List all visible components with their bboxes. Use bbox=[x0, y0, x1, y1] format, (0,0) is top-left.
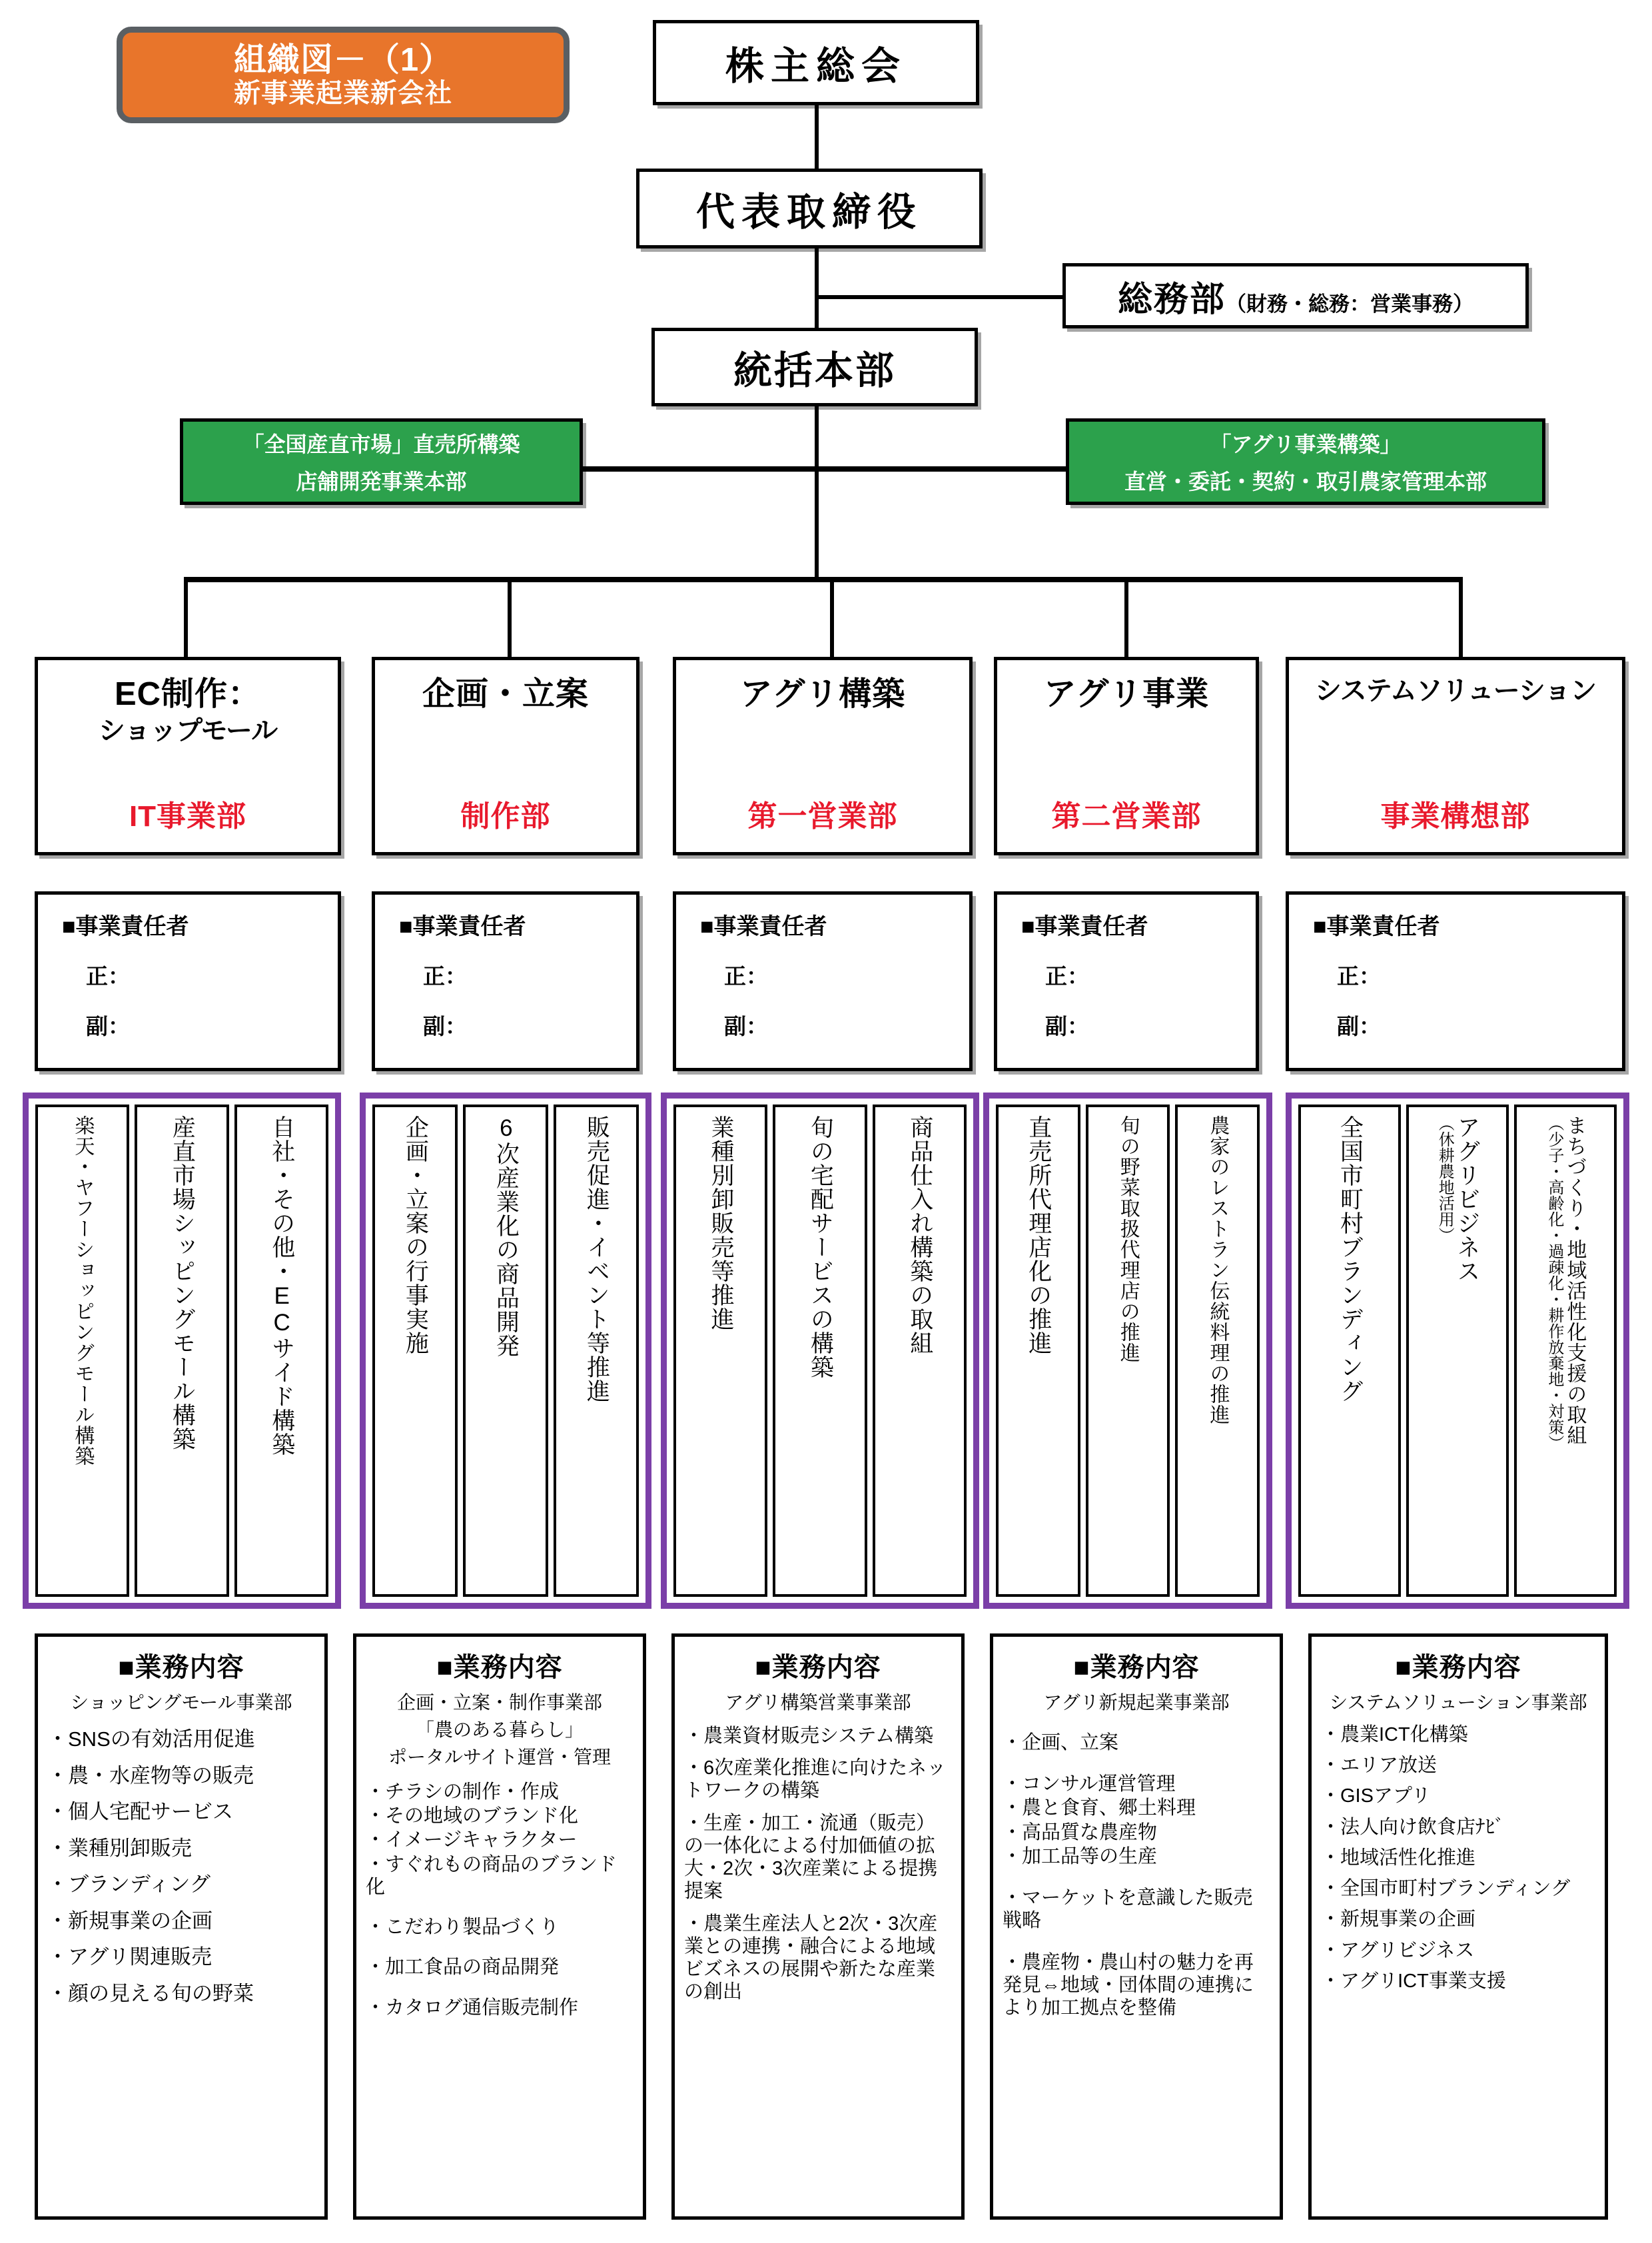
content-box-3-title: ■業務内容 bbox=[755, 1653, 881, 1682]
node-agri-business-hq bbox=[1066, 418, 1545, 505]
content-box-2-item-1: ・チラシの制作・作成 bbox=[366, 1781, 560, 1803]
vertical-cell-3-2[interactable] bbox=[773, 1105, 867, 1597]
content-box-2-item-5: ・こだわり製品づくり bbox=[366, 1917, 560, 1939]
content-box-1-item-5: ・ブランディング bbox=[47, 1873, 210, 1897]
vertical-cell-2-1-label: 販売促進・イベント等推進 bbox=[584, 1115, 610, 1403]
content-box-1-title: ■業務内容 bbox=[118, 1653, 244, 1682]
content-box-2-item-4: ・すぐれもの商品のブランド化 bbox=[366, 1853, 618, 1898]
content-box-5-item-5: ・地域活性化推進 bbox=[1321, 1847, 1476, 1869]
responsible-box-3 bbox=[673, 891, 973, 1071]
responsible-box-2 bbox=[372, 891, 639, 1071]
vertical-cell-1-3-label: 楽天・ヤフーショッピングモール構築 bbox=[71, 1115, 94, 1466]
node-store-development-hq-line2: 店舗開発事業本部 bbox=[296, 469, 467, 494]
vertical-cell-1-1[interactable] bbox=[234, 1105, 328, 1597]
dept-header-sales-first-division: 第一営業部 bbox=[747, 800, 898, 833]
responsible-primary-2: 正： bbox=[423, 964, 467, 989]
connector-director-to-headquarters bbox=[815, 246, 819, 333]
connector-drop-dept-4 bbox=[1124, 577, 1128, 657]
vertical-cell-5-2-note: （休耕農地活用） bbox=[1436, 1115, 1454, 1243]
vertical-cell-5-3[interactable] bbox=[1298, 1105, 1401, 1597]
content-box-1 bbox=[35, 1633, 328, 2220]
responsible-title-5: ■事業責任者 bbox=[1313, 914, 1440, 939]
content-box-3-item-2: ・6次産業化推進に向けたネットワークの構築 bbox=[684, 1757, 947, 1802]
vertical-group-2 bbox=[360, 1093, 651, 1609]
responsible-primary-4: 正： bbox=[1045, 964, 1089, 989]
vertical-cell-4-2-label: 旬の野菜取扱代理店の推進 bbox=[1116, 1115, 1139, 1363]
vertical-group-5 bbox=[1286, 1093, 1629, 1609]
vertical-cell-2-3-label: 企画・立案の行事実施 bbox=[402, 1115, 429, 1355]
node-store-development-hq-line1: 「全国産直市場」直売所構築 bbox=[242, 432, 520, 457]
vertical-cell-3-2-label: 旬の宅配サービスの構築 bbox=[807, 1115, 834, 1379]
content-box-4-item-1: ・企画、立案 bbox=[1003, 1732, 1119, 1753]
responsible-primary-5: 正： bbox=[1337, 964, 1381, 989]
dept-header-business-planning-name-1: システムソリューション bbox=[1314, 676, 1597, 705]
dept-header-sales-first-name-1: アグリ構築 bbox=[739, 676, 906, 712]
vertical-cell-3-1-label: 商品仕入れ構築の取組 bbox=[907, 1115, 933, 1355]
content-box-5-subtitle-1: システムソリューション事業部 bbox=[1329, 1692, 1587, 1713]
vertical-cell-2-1[interactable] bbox=[554, 1105, 639, 1597]
dept-header-it-division: IT事業部 bbox=[129, 800, 247, 833]
connector-drop-dept-3 bbox=[830, 577, 834, 657]
dept-header-it-name-1: EC制作： bbox=[114, 676, 262, 712]
content-box-5-item-8: ・アグリビジネス bbox=[1321, 1939, 1475, 1961]
vertical-cell-4-1-label: 農家のレストラン伝統料理の推進 bbox=[1206, 1115, 1229, 1425]
node-representative-director-label: 代表取締役 bbox=[695, 191, 923, 234]
node-store-development-hq bbox=[180, 418, 583, 505]
content-box-4-title: ■業務内容 bbox=[1073, 1653, 1200, 1682]
vertical-cell-5-3-label: 全国市町村ブランディング bbox=[1337, 1115, 1364, 1403]
dept-header-sales-second-division: 第二営業部 bbox=[1051, 800, 1202, 833]
content-box-3-item-1: ・農業資材販売システム構築 bbox=[684, 1725, 934, 1747]
dept-header-business-planning-division: 事業構想部 bbox=[1380, 800, 1531, 833]
responsible-deputy-2: 副： bbox=[423, 1014, 467, 1039]
connector-drop-dept-1 bbox=[184, 577, 188, 657]
chart-title-line2: 新事業起業新会社 bbox=[234, 78, 452, 108]
content-box-4-item-3: ・農と食育、郷土料理 bbox=[1003, 1797, 1196, 1819]
connector-drop-dept-5 bbox=[1459, 577, 1463, 657]
connector-director-to-general-affairs bbox=[815, 295, 1068, 299]
vertical-cell-4-3-label: 直売所代理店化の推進 bbox=[1025, 1115, 1052, 1355]
content-box-2 bbox=[353, 1633, 646, 2220]
connector-green-bridge bbox=[580, 466, 1070, 472]
responsible-box-1 bbox=[35, 891, 341, 1071]
node-agri-business-hq-line1: 「アグリ事業構築」 bbox=[1210, 432, 1402, 457]
chart-title-badge bbox=[117, 27, 570, 123]
node-shareholders-meeting bbox=[653, 20, 979, 105]
content-box-1-item-6: ・新規事業の企画 bbox=[47, 1909, 212, 1933]
content-box-2-item-2: ・その地域のブランド化 bbox=[366, 1805, 579, 1827]
dept-header-it[interactable] bbox=[35, 657, 341, 855]
responsible-deputy-5: 副： bbox=[1337, 1014, 1381, 1039]
node-headquarters-label: 統括本部 bbox=[733, 349, 896, 392]
vertical-cell-3-3[interactable] bbox=[673, 1105, 767, 1597]
connector-headquarters-down bbox=[815, 406, 819, 580]
content-box-2-subtitle-1: 企画・立案・制作事業部 bbox=[396, 1692, 602, 1713]
node-agri-business-hq-line2: 直営・委託・契約・取引農家管理本部 bbox=[1124, 469, 1487, 494]
content-box-1-item-8: ・顔の見える旬の野菜 bbox=[47, 1982, 254, 2006]
content-box-1-item-4: ・業種別卸販売 bbox=[47, 1836, 192, 1860]
content-box-4-item-4: ・高品質な農産物 bbox=[1003, 1821, 1158, 1843]
content-box-5-item-7: ・新規事業の企画 bbox=[1321, 1909, 1476, 1931]
vertical-cell-5-1-label: まちづくり・地域活性化支援の取組 bbox=[1563, 1115, 1586, 1446]
responsible-primary-3: 正： bbox=[724, 964, 768, 989]
node-representative-director bbox=[636, 169, 983, 248]
content-box-3-item-3: ・生産・加工・流通（販売）の一体化による付加価値の拡大・2次・3次産業による提携提案 bbox=[684, 1812, 938, 1903]
content-box-5-item-3: ・GISアプリ bbox=[1321, 1785, 1431, 1807]
content-box-2-title: ■業務内容 bbox=[436, 1653, 563, 1682]
content-box-1-item-1: ・SNSの有効活用促進 bbox=[47, 1727, 255, 1751]
vertical-cell-1-2-label: 産直市場シッピングモール構築 bbox=[169, 1115, 196, 1451]
content-box-2-subtitle-2: 「農のある暮らし」 bbox=[415, 1719, 584, 1740]
responsible-primary-1: 正： bbox=[86, 964, 130, 989]
vertical-group-1 bbox=[23, 1093, 341, 1609]
responsible-title-4: ■事業責任者 bbox=[1021, 914, 1148, 939]
responsible-box-4 bbox=[994, 891, 1259, 1071]
dept-header-production[interactable] bbox=[372, 657, 639, 855]
vertical-cell-4-3[interactable] bbox=[996, 1105, 1080, 1597]
connector-shareholders-to-director bbox=[815, 103, 819, 177]
vertical-cell-5-1[interactable] bbox=[1514, 1105, 1617, 1597]
content-box-2-item-7: ・カタログ通信販売制作 bbox=[366, 1997, 579, 2019]
content-box-1-item-7: ・アグリ関連販売 bbox=[47, 1945, 212, 1969]
node-shareholders-meeting-label: 株主総会 bbox=[725, 45, 907, 88]
chart-title-line1: 組織図－（1） bbox=[233, 41, 453, 78]
content-box-3-item-4: ・農業生産法人と2次・3次産業との連携・融合による地域ビズネスの展開や新たな産業の創出 bbox=[684, 1913, 938, 2003]
connector-department-bus bbox=[184, 577, 1463, 582]
vertical-cell-3-1[interactable] bbox=[873, 1105, 967, 1597]
vertical-cell-4-1[interactable] bbox=[1175, 1105, 1260, 1597]
node-headquarters bbox=[651, 328, 978, 406]
dept-header-sales-second[interactable] bbox=[994, 657, 1259, 855]
content-box-1-item-2: ・農・水産物等の販売 bbox=[47, 1763, 254, 1787]
dept-header-sales-first[interactable] bbox=[673, 657, 973, 855]
content-box-4 bbox=[990, 1633, 1283, 2220]
node-general-affairs bbox=[1062, 263, 1529, 328]
vertical-cell-5-2-label: アグリビジネス bbox=[1453, 1115, 1480, 1283]
content-box-2-subtitle-3: ポータルサイト運営・管理 bbox=[388, 1747, 612, 1767]
dept-header-production-name-1: 企画・立案 bbox=[422, 676, 589, 712]
vertical-group-3 bbox=[661, 1093, 979, 1609]
content-box-5-item-4: ・法人向け飲食店ﾅﾋﾞ bbox=[1321, 1816, 1505, 1838]
node-general-affairs-label: 総務部 bbox=[1117, 280, 1226, 319]
content-box-4-subtitle-1: アグリ新規起業事業部 bbox=[1043, 1692, 1230, 1713]
responsible-box-5 bbox=[1286, 891, 1625, 1071]
vertical-cell-5-2[interactable] bbox=[1406, 1105, 1509, 1597]
vertical-cell-2-2-label: 6次産業化の商品開発 bbox=[493, 1115, 520, 1358]
vertical-cell-5-1-note: （少子・高齢化・過疎化・耕作放棄地・対策） bbox=[1545, 1115, 1563, 1451]
dept-header-it-name-2: ショップモール bbox=[98, 715, 278, 745]
responsible-title-3: ■事業責任者 bbox=[700, 914, 827, 939]
vertical-cell-1-2[interactable] bbox=[135, 1105, 228, 1597]
content-box-1-item-3: ・個人宅配サービス bbox=[47, 1800, 233, 1824]
connector-drop-dept-2 bbox=[508, 577, 512, 657]
vertical-group-4 bbox=[983, 1093, 1272, 1609]
vertical-cell-2-2[interactable] bbox=[463, 1105, 548, 1597]
content-box-4-item-7: ・農産物・農山村の魅力を再発見⇔地域・団体間の連携により加工拠点を整備 bbox=[1003, 1951, 1254, 2019]
content-box-2-item-6: ・加工食品の商品開発 bbox=[366, 1957, 560, 1979]
vertical-cell-4-2[interactable] bbox=[1086, 1105, 1170, 1597]
responsible-title-2: ■事業責任者 bbox=[399, 914, 526, 939]
content-box-3-subtitle-1: アグリ構築営業事業部 bbox=[725, 1692, 911, 1713]
content-box-2-item-3: ・イメージキャラクター bbox=[366, 1829, 578, 1851]
content-box-4-item-2: ・コンサル運営管理 bbox=[1003, 1773, 1176, 1795]
responsible-deputy-3: 副： bbox=[724, 1014, 768, 1039]
responsible-deputy-1: 副： bbox=[86, 1014, 130, 1039]
vertical-cell-1-1-label: 自社・その他・ECサイド構築 bbox=[268, 1115, 295, 1456]
content-box-1-subtitle-1: ショッピングモール事業部 bbox=[70, 1692, 292, 1713]
content-box-4-item-6: ・マーケットを意識した販売戦略 bbox=[1003, 1887, 1253, 1932]
content-box-3 bbox=[671, 1633, 965, 2220]
content-box-5-item-6: ・全国市町村ブランディング bbox=[1321, 1878, 1571, 1900]
dept-header-sales-second-name-1: アグリ事業 bbox=[1043, 676, 1210, 712]
vertical-cell-1-3[interactable] bbox=[35, 1105, 129, 1597]
content-box-5-item-1: ・農業ICT化構築 bbox=[1321, 1724, 1468, 1745]
node-general-affairs-sublabel: （財務・総務：営業事務） bbox=[1226, 292, 1473, 316]
dept-header-business-planning[interactable] bbox=[1286, 657, 1625, 855]
content-box-5-title: ■業務内容 bbox=[1395, 1653, 1521, 1682]
content-box-5 bbox=[1308, 1633, 1608, 2220]
responsible-title-1: ■事業責任者 bbox=[62, 914, 189, 939]
content-box-5-item-9: ・アグリICT事業支援 bbox=[1321, 1970, 1506, 1992]
dept-header-production-division: 制作部 bbox=[460, 800, 551, 833]
responsible-deputy-4: 副： bbox=[1045, 1014, 1089, 1039]
content-box-5-item-2: ・エリア放送 bbox=[1321, 1755, 1438, 1777]
vertical-cell-3-3-label: 業種別卸販売等推進 bbox=[708, 1115, 735, 1331]
content-box-4-item-5: ・加工品等の生産 bbox=[1003, 1845, 1158, 1867]
vertical-cell-2-3[interactable] bbox=[372, 1105, 458, 1597]
